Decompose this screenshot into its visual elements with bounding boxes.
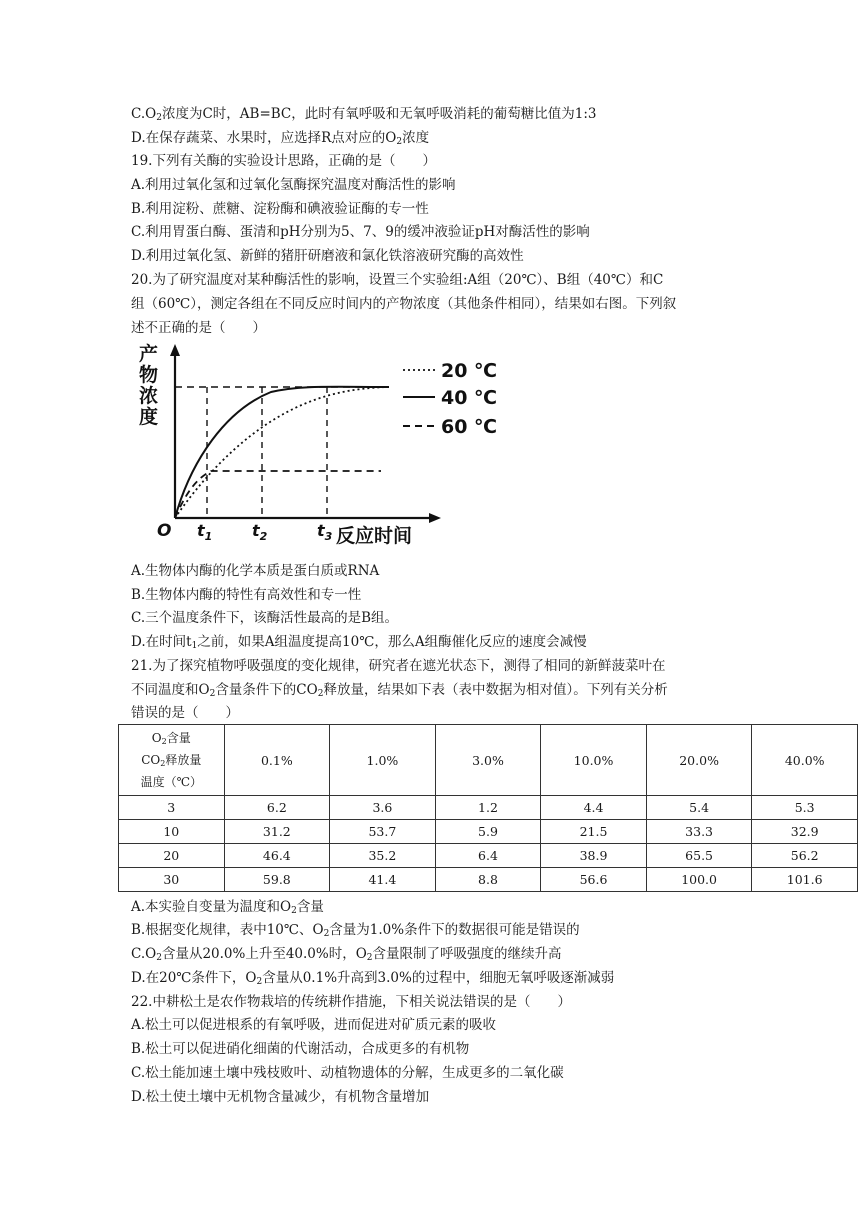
table-cell: 38.9 [541, 844, 647, 868]
text-line-q20oc: C.三个温度条件下，该酶活性最高的是B组。 [131, 610, 399, 626]
text-line-q18c: $C.O_2$浓度为C时，AB=BC，此时有氧呼吸和无氧呼吸消耗的葡萄糖比值为1:3 [131, 106, 597, 123]
text-line-q19a: A.利用过氧化氢和过氧化氢酶探究温度对酶活性的影响 [131, 177, 456, 193]
column-header: 3.0% [435, 725, 541, 796]
enzyme-activity-figure [131, 340, 501, 550]
table-row [119, 868, 858, 892]
table-cell: 35.2 [330, 844, 436, 868]
table-cell: 41.4 [330, 868, 436, 892]
row-temperature: 30 [119, 868, 225, 892]
table-row [119, 844, 858, 868]
legend [403, 360, 497, 438]
legend-label-dashed: 60 ℃ [441, 416, 498, 438]
x-axis-arrow [429, 513, 441, 523]
text-line-q20od: D.在时间$t_1$之前，如果A组温度提高10℃，那么A组酶催化反应的速度会减慢 [131, 634, 587, 651]
text-line-q19c: C.利用胃蛋白酶、蛋清和pH分别为5、7、9的缓冲液验证pH对酶活性的影响 [131, 224, 590, 240]
table-cell: 8.8 [435, 868, 541, 892]
text-line-q20oa: A.生物体内酶的化学本质是蛋白质或RNA [131, 563, 380, 579]
text-line-q22b: B.松土可以促进硝化细菌的代谢活动，合成更多的有机物 [131, 1041, 470, 1057]
text-line-q22a: A.松土可以促进根系的有氧呼吸，进而促进对矿质元素的吸收 [131, 1017, 497, 1033]
column-header: 1.0% [330, 725, 436, 796]
row-temperature: 3 [119, 796, 225, 820]
table-cell: 56.2 [752, 844, 858, 868]
text-line-q21c: 错误的是（ ） [131, 705, 239, 721]
text-line-q21oa: A.本实验自变量为温度和$O_2$含量 [131, 899, 324, 916]
text-line-q22d: D.松土使土壤中无机物含量减少，有机物含量增加 [131, 1089, 430, 1105]
table-cell: 5.9 [435, 820, 541, 844]
text-line-q21od: D.在20℃条件下，$O_2$含量从0.1%升高到3.0%的过程中，细胞无氧呼吸逐渐减弱 [131, 970, 615, 987]
table-cell: 21.5 [541, 820, 647, 844]
table-cell: 100.0 [646, 868, 752, 892]
table-cell: 6.4 [435, 844, 541, 868]
table-cell: 32.9 [752, 820, 858, 844]
text-line-q19b: B.利用淀粉、蔗糖、淀粉酶和碘液验证酶的专一性 [131, 201, 429, 217]
table-cell: 31.2 [224, 820, 330, 844]
table-row [119, 796, 858, 820]
table-cell: 4.4 [541, 796, 647, 820]
table-cell: 101.6 [752, 868, 858, 892]
text-line-q19d: D.利用过氧化氢、新鲜的猪肝研磨液和氯化铁溶液研究酶的高效性 [131, 248, 524, 264]
column-header: 0.1% [224, 725, 330, 796]
tick-label-t2: $t_2$ [252, 521, 268, 543]
text-line-q20c: 述不正确的是（ ） [131, 320, 266, 336]
y-axis-arrow [170, 344, 180, 356]
text-line-q21b: 不同温度和$O_2$含量条件下的$CO_2$释放量，结果如下表（表中数据为相对值）。下列有关分析 [131, 682, 668, 699]
text-line-q22: 22.中耕松土是农作物栽培的传统耕作措施，下相关说法错误的是（ ） [131, 994, 571, 1010]
column-header: 40.0% [752, 725, 858, 796]
legend-label-dotted: 20 ℃ [441, 360, 498, 382]
tick-label-t1: $t_1$ [197, 521, 213, 543]
text-line-q20b: 组（60℃），测定各组在不同反应时间内的产物浓度（其他条件相同），结果如右图。下列叙 [131, 296, 677, 312]
table-cell: 46.4 [224, 844, 330, 868]
table-cell: 65.5 [646, 844, 752, 868]
table-cell: 5.4 [646, 796, 752, 820]
row-temperature: 20 [119, 844, 225, 868]
text-line-q20a: 20.为了研究温度对某种酶活性的影响，设置三个实验组:A组（20℃）、B组（40℃）和C [131, 272, 664, 288]
table-cell: 6.2 [224, 796, 330, 820]
origin-label: O [157, 521, 172, 541]
legend-label-solid: 40 ℃ [441, 387, 498, 409]
column-header: 20.0% [646, 725, 752, 796]
text-line-q18d: D.在保存蔬菜、水果时，应选择R点对应的$O_2$浓度 [131, 130, 430, 147]
table-cell: 59.8 [224, 868, 330, 892]
respiration-table [118, 724, 858, 892]
table-cell: 3.6 [330, 796, 436, 820]
text-line-q21a: 21.为了探究植物呼吸强度的变化规律，研究者在遮光状态下，测得了相同的新鲜菠菜叶在 [131, 658, 666, 674]
tick-label-t3: $t_3$ [317, 521, 333, 543]
table-corner-header: $O_2$含量 $CO_2$释放量 温度（℃） [119, 725, 225, 796]
row-temperature: 10 [119, 820, 225, 844]
text-line-q19: 19.下列有关酶的实验设计思路，正确的是（ ） [131, 153, 436, 169]
text-line-q22c: C.松土能加速土壤中残枝败叶、动植物遗体的分解，生成更多的二氧化碳 [131, 1065, 564, 1081]
table-cell: 56.6 [541, 868, 647, 892]
text-line-q20ob: B.生物体内酶的特性有高效性和专一性 [131, 587, 362, 603]
text-line-q21oc: $C.O_2$含量从20.0%上升至40.0%时，$O_2$含量限制了呼吸强度的继续升高 [131, 946, 562, 963]
product-concentration-graph [131, 340, 501, 550]
x-axis-label: 反应时间 [336, 525, 413, 547]
text-line-q21ob: B.根据变化规律，表中10℃、$O_2$含量为1.0%条件下的数据很可能是错误的 [131, 922, 580, 939]
table-row [119, 820, 858, 844]
table-cell: 1.2 [435, 796, 541, 820]
table-header-row [119, 725, 858, 796]
table-cell: 53.7 [330, 820, 436, 844]
column-header: 10.0% [541, 725, 647, 796]
table-cell: 5.3 [752, 796, 858, 820]
y-axis-label: 产物浓度 [139, 343, 159, 428]
table-cell: 33.3 [646, 820, 752, 844]
